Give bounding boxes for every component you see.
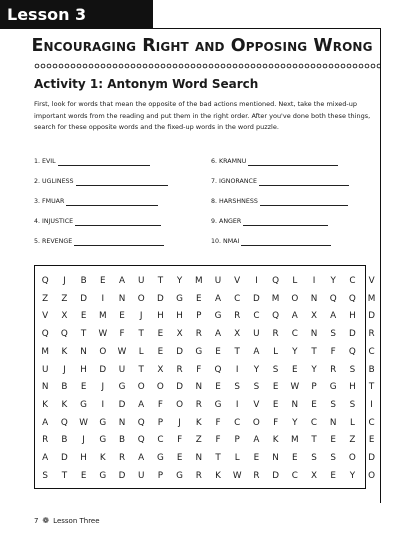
grid-letter[interactable]: Q (272, 311, 280, 322)
grid-letter[interactable]: E (176, 453, 183, 463)
grid-letter[interactable]: E (272, 399, 279, 410)
grid-letter[interactable]: T (311, 435, 317, 446)
ornament-divider (34, 63, 380, 69)
grid-letter[interactable]: W (79, 417, 88, 428)
grid-row (35, 414, 375, 433)
activity-title: Activity 1: Antonym Word Search (34, 77, 259, 91)
grid-letter[interactable]: R (195, 399, 202, 410)
answer-blank[interactable] (260, 199, 348, 206)
grid-letter[interactable]: I (235, 364, 239, 375)
grid-letter[interactable]: H (157, 311, 164, 322)
grid-letter[interactable]: Q (41, 329, 49, 340)
word-list-label: 7. IGNORANCE (211, 178, 257, 185)
grid-letter[interactable]: Z (349, 435, 356, 446)
grid-letter[interactable]: S (253, 382, 260, 393)
grid-letter[interactable]: E (119, 311, 125, 322)
grid-letter[interactable]: Y (176, 276, 183, 286)
grid-letter[interactable]: F (119, 329, 125, 340)
grid-letter[interactable]: R (272, 329, 279, 340)
grid-letter[interactable]: V (234, 276, 241, 286)
answer-blank[interactable] (75, 219, 161, 226)
grid-letter[interactable]: R (368, 329, 375, 340)
word-list-label: 10. NMAI (211, 238, 240, 245)
grid-letter[interactable]: T (80, 329, 87, 340)
grid-letter[interactable]: N (80, 346, 87, 357)
grid-letter[interactable]: R (195, 329, 202, 340)
grid-letter[interactable]: Y (253, 364, 260, 375)
grid-letter[interactable]: S (330, 399, 336, 410)
grid-letter[interactable]: D (80, 293, 87, 304)
grid-letter[interactable]: N (195, 453, 203, 463)
grid-letter[interactable]: A (253, 435, 260, 446)
grid-letter[interactable]: E (330, 435, 336, 446)
grid-letter[interactable]: D (368, 311, 375, 322)
grid-letter[interactable]: E (80, 311, 87, 322)
grid-row (35, 343, 375, 362)
page-footer (34, 516, 100, 525)
grid-letter[interactable]: G (214, 311, 222, 322)
word-list-item (211, 158, 338, 166)
word-list-item (34, 178, 168, 186)
grid-letter[interactable]: H (80, 453, 87, 463)
grid-letter[interactable]: Y (349, 470, 356, 481)
grid-letter[interactable]: C (157, 435, 164, 446)
grid-letter[interactable]: K (42, 399, 49, 410)
word-list-label: 4. INJUSTICE (34, 218, 74, 225)
grid-letter[interactable]: D (61, 453, 68, 463)
grid-letter[interactable]: D (176, 346, 183, 357)
grid-letter[interactable]: U (41, 364, 49, 375)
grid-letter[interactable]: S (349, 399, 356, 410)
grid-letter[interactable]: R (234, 311, 241, 322)
grid-letter[interactable]: C (349, 276, 356, 286)
grid-letter[interactable]: A (330, 311, 337, 322)
grid-letter[interactable]: E (215, 382, 221, 393)
grid-letter[interactable]: D (272, 470, 279, 481)
grid-letter[interactable]: K (272, 435, 279, 446)
grid-letter[interactable]: N (329, 417, 337, 428)
grid-letter[interactable]: P (157, 417, 164, 428)
grid-row (35, 307, 375, 326)
grid-letter[interactable]: N (118, 417, 126, 428)
grid-letter[interactable]: J (82, 435, 85, 446)
grid-letter[interactable]: D (118, 470, 126, 481)
grid-letter[interactable]: Q (60, 329, 68, 340)
grid-row (35, 290, 376, 309)
grid-letter[interactable]: G (195, 346, 203, 357)
grid-letter[interactable]: S (311, 453, 317, 463)
grid-letter[interactable]: E (368, 435, 375, 446)
page-number: 7 (34, 516, 39, 525)
word-list-item (211, 178, 349, 186)
grid-letter[interactable]: Q (272, 276, 280, 286)
grid-letter[interactable]: V (253, 399, 260, 410)
grid-letter[interactable]: J (178, 417, 181, 428)
grid-letter[interactable]: U (137, 276, 145, 286)
top-rule (153, 28, 381, 29)
grid-row (35, 378, 375, 397)
grid-letter[interactable]: S (272, 364, 279, 375)
word-search-grid (34, 265, 376, 489)
grid-letter[interactable]: H (176, 311, 183, 322)
grid-letter[interactable]: F (196, 364, 202, 375)
word-list-label: 2. UGLINESS (34, 178, 74, 185)
grid-letter[interactable]: F (330, 346, 336, 357)
grid-letter[interactable]: H (80, 364, 87, 375)
grid-letter[interactable]: O (137, 293, 145, 304)
grid-letter[interactable]: P (234, 435, 240, 446)
grid-letter[interactable]: K (61, 346, 68, 357)
grid-letter[interactable]: K (195, 417, 202, 428)
grid-letter[interactable]: D (99, 364, 107, 375)
grid-letter[interactable]: A (214, 293, 222, 304)
grid-letter[interactable]: A (42, 453, 49, 463)
grid-letter[interactable]: E (196, 293, 202, 304)
grid-letter[interactable]: J (101, 382, 105, 393)
grid-letter[interactable]: B (118, 435, 126, 446)
grid-letter[interactable]: X (310, 470, 318, 481)
grid-row (35, 396, 373, 415)
grid-letter[interactable]: I (235, 399, 239, 410)
grid-letter[interactable]: P (196, 311, 202, 322)
grid-letter[interactable]: T (311, 346, 317, 357)
grid-letter[interactable]: T (138, 364, 144, 375)
grid-letter[interactable]: L (138, 346, 144, 357)
word-list-item (211, 198, 348, 206)
answer-blank[interactable] (58, 159, 150, 166)
grid-letter[interactable]: A (42, 417, 49, 428)
grid-letter[interactable]: N (195, 382, 203, 393)
grid-letter[interactable]: S (349, 364, 356, 375)
grid-letter[interactable]: Q (60, 417, 68, 428)
grid-letter[interactable]: J (139, 311, 143, 322)
grid-letter[interactable]: X (310, 311, 318, 322)
grid-letter[interactable]: S (330, 329, 336, 340)
grid-letter[interactable]: R (253, 470, 260, 481)
grid-letter[interactable]: N (291, 399, 299, 410)
grid-letter[interactable]: N (41, 382, 49, 393)
word-list-label: 1. EVIL (34, 158, 56, 165)
grid-letter[interactable]: D (176, 382, 183, 393)
grid-letter[interactable]: X (61, 311, 68, 322)
grid-row (35, 325, 375, 344)
grid-letter[interactable]: K (99, 453, 106, 463)
grid-letter[interactable]: E (272, 382, 279, 393)
grid-letter[interactable]: D (157, 293, 164, 304)
grid-letter[interactable]: C (368, 417, 375, 428)
answer-blank[interactable] (243, 219, 328, 226)
grid-letter[interactable]: L (273, 346, 279, 357)
answer-blank[interactable] (76, 179, 168, 186)
grid-letter[interactable]: M (41, 346, 49, 357)
grid-letter[interactable]: Y (311, 364, 317, 375)
grid-letter[interactable]: O (176, 399, 184, 410)
footer-label: Lesson Three (53, 516, 100, 525)
grid-row (35, 361, 375, 380)
grid-letter[interactable]: Y (292, 417, 298, 428)
grid-letter[interactable]: U (137, 470, 145, 481)
answer-blank[interactable] (74, 239, 164, 246)
grid-letter[interactable]: S (330, 453, 336, 463)
grid-letter[interactable]: E (80, 382, 87, 393)
grid-letter[interactable]: M (195, 276, 203, 286)
grid-letter[interactable]: A (214, 329, 222, 340)
grid-letter[interactable]: W (117, 346, 127, 357)
grid-letter[interactable]: K (61, 399, 68, 410)
grid-letter[interactable]: E (157, 329, 164, 340)
grid-letter[interactable]: I (101, 399, 105, 410)
grid-letter[interactable]: C (291, 470, 298, 481)
grid-letter[interactable]: Y (292, 346, 298, 357)
grid-letter[interactable]: C (253, 311, 260, 322)
grid-letter[interactable]: V (368, 276, 375, 286)
word-list-item (34, 158, 150, 166)
grid-letter[interactable]: G (214, 399, 222, 410)
grid-letter[interactable]: E (157, 346, 164, 357)
grid-letter[interactable]: A (118, 276, 126, 286)
grid-letter[interactable]: C (291, 329, 298, 340)
grid-letter[interactable]: M (271, 293, 280, 304)
grid-letter[interactable]: P (157, 470, 164, 481)
page-title: Encouraging Right and Opposing Wrong (31, 36, 373, 56)
grid-letter[interactable]: Z (61, 293, 68, 304)
grid-letter[interactable]: A (291, 311, 298, 322)
lesson-tab-label: Lesson 3 (7, 5, 87, 24)
grid-letter[interactable]: O (156, 382, 164, 393)
grid-letter[interactable]: G (99, 435, 107, 446)
word-list-item (34, 198, 158, 206)
grid-letter[interactable]: I (370, 399, 373, 410)
grid-letter[interactable]: L (234, 453, 240, 463)
grid-letter[interactable]: G (99, 470, 107, 481)
grid-letter[interactable]: F (215, 417, 221, 428)
grid-letter[interactable]: D (368, 453, 375, 463)
grid-letter[interactable]: N (310, 293, 318, 304)
grid-letter[interactable]: K (215, 470, 221, 481)
grid-letter[interactable]: O (291, 293, 299, 304)
grid-letter[interactable]: G (156, 453, 164, 463)
grid-letter[interactable]: C (234, 293, 241, 304)
word-list-item (211, 238, 331, 246)
flower-icon: ❁ (42, 516, 50, 525)
word-list-label: 6. KRAMNU (211, 158, 247, 165)
grid-letter[interactable]: G (176, 470, 183, 481)
grid-row (35, 272, 375, 291)
word-list-label: 3. FMUAR (34, 198, 65, 205)
lesson-tab (0, 0, 153, 29)
grid-letter[interactable]: F (273, 417, 279, 428)
grid-letter[interactable]: T (157, 276, 164, 286)
grid-letter[interactable]: Z (42, 293, 49, 304)
grid-letter[interactable]: S (42, 470, 48, 481)
grid-letter[interactable]: N (272, 453, 279, 463)
grid-letter[interactable]: E (292, 453, 298, 463)
grid-row (35, 431, 375, 450)
grid-letter[interactable]: O (99, 346, 107, 357)
grid-letter[interactable]: W (232, 470, 242, 481)
grid-letter[interactable]: O (348, 453, 356, 463)
word-list-label: 8. HARSHNESS (211, 198, 258, 205)
grid-letter[interactable]: M (291, 435, 299, 446)
grid-letter[interactable]: I (101, 293, 105, 304)
grid-letter[interactable]: T (215, 453, 221, 463)
activity-instructions: First, look for words that mean the opposite of the bad actions mentioned. Next, take the mixed-up important words from the reading and put them in the right order. After you've done both these things, search for these opposite words and the fixed-up words in the word puzzle. (34, 100, 371, 131)
grid-letter[interactable]: P (311, 382, 317, 393)
grid-letter[interactable]: H (349, 311, 356, 322)
grid-letter[interactable]: B (61, 382, 68, 393)
grid-letter[interactable]: G (99, 417, 107, 428)
grid-letter[interactable]: Q (137, 435, 145, 446)
grid-letter[interactable]: F (177, 435, 183, 446)
grid-letter[interactable]: N (310, 329, 318, 340)
grid-letter[interactable]: G (176, 293, 183, 304)
grid-letter[interactable]: D (118, 399, 126, 410)
grid-letter[interactable]: V (42, 311, 49, 322)
grid-letter[interactable]: L (349, 417, 355, 428)
grid-letter[interactable]: D (253, 293, 260, 304)
grid-letter[interactable]: N (118, 293, 126, 304)
grid-letter[interactable]: E (215, 346, 221, 357)
word-list-label: 9. ANGER (211, 218, 242, 225)
grid-letter[interactable]: G (80, 399, 87, 410)
grid-letter[interactable]: I (255, 276, 258, 286)
grid-letter[interactable]: Z (195, 435, 202, 446)
grid-letter[interactable]: O (137, 382, 145, 393)
grid-letter[interactable]: Q (214, 364, 222, 375)
grid-letter[interactable]: Q (41, 276, 49, 286)
answer-blank[interactable] (259, 179, 349, 186)
answer-blank[interactable] (241, 239, 331, 246)
grid-letter[interactable]: R (42, 435, 49, 446)
grid-letter[interactable]: U (118, 364, 126, 375)
grid-letter[interactable]: T (61, 470, 68, 481)
grid-letter[interactable]: G (329, 382, 337, 393)
grid-row (35, 467, 376, 486)
grid-letter[interactable]: U (253, 329, 260, 340)
grid-letter[interactable]: C (234, 417, 241, 428)
grid-letter[interactable]: R (330, 364, 337, 375)
grid-letter[interactable]: X (234, 329, 241, 340)
grid-letter[interactable]: E (330, 470, 336, 481)
grid-letter[interactable]: B (61, 435, 68, 446)
grid-letter[interactable]: M (99, 311, 107, 322)
grid-letter[interactable]: A (138, 453, 145, 463)
grid-letter[interactable]: Q (137, 417, 145, 428)
grid-letter[interactable]: E (100, 276, 106, 286)
grid-letter[interactable]: W (98, 329, 108, 340)
grid-letter[interactable]: F (215, 435, 221, 446)
word-list-label: 5. REVENGE (34, 238, 73, 245)
grid-letter[interactable]: D (349, 329, 356, 340)
grid-letter[interactable]: L (292, 276, 298, 286)
grid-letter[interactable]: Q (329, 293, 337, 304)
grid-letter[interactable]: J (63, 364, 66, 375)
grid-letter[interactable]: H (349, 382, 356, 393)
grid-letter[interactable]: R (195, 470, 202, 481)
grid-letter[interactable]: J (63, 276, 66, 286)
grid-letter[interactable]: F (157, 399, 163, 410)
grid-letter[interactable]: U (214, 276, 222, 286)
grid-letter[interactable]: O (368, 470, 376, 481)
grid-letter[interactable]: R (176, 364, 183, 375)
grid-letter[interactable]: O (252, 417, 260, 428)
grid-letter[interactable]: T (138, 329, 144, 340)
grid-letter[interactable]: E (80, 470, 87, 481)
grid-letter[interactable]: T (368, 382, 375, 393)
grid-letter[interactable]: Q (348, 293, 356, 304)
grid-letter[interactable]: M (367, 293, 376, 304)
grid-letter[interactable]: E (311, 399, 317, 410)
grid-letter[interactable]: E (292, 364, 298, 375)
grid-letter[interactable]: B (80, 276, 87, 286)
grid-row (35, 449, 375, 468)
grid-letter[interactable]: A (138, 399, 145, 410)
grid-letter[interactable]: C (368, 346, 375, 357)
grid-letter[interactable]: I (312, 276, 316, 286)
grid-letter[interactable]: Q (348, 346, 356, 357)
grid-letter[interactable]: A (253, 346, 260, 357)
word-list-item (34, 238, 164, 246)
grid-letter[interactable]: W (290, 382, 300, 393)
grid-letter[interactable]: Y (330, 276, 336, 286)
grid-letter[interactable]: X (176, 329, 183, 340)
word-list-item (211, 218, 328, 226)
grid-letter[interactable]: G (118, 382, 126, 393)
grid-letter[interactable]: E (253, 453, 260, 463)
grid-letter[interactable]: S (234, 382, 240, 393)
word-list-item (34, 218, 161, 226)
answer-blank[interactable] (248, 159, 338, 166)
answer-blank[interactable] (66, 199, 158, 206)
grid-letter[interactable]: T (234, 346, 240, 357)
grid-letter[interactable]: X (157, 364, 164, 375)
grid-letter[interactable]: R (118, 453, 126, 463)
grid-letter[interactable]: B (368, 364, 375, 375)
grid-letter[interactable]: C (310, 417, 318, 428)
